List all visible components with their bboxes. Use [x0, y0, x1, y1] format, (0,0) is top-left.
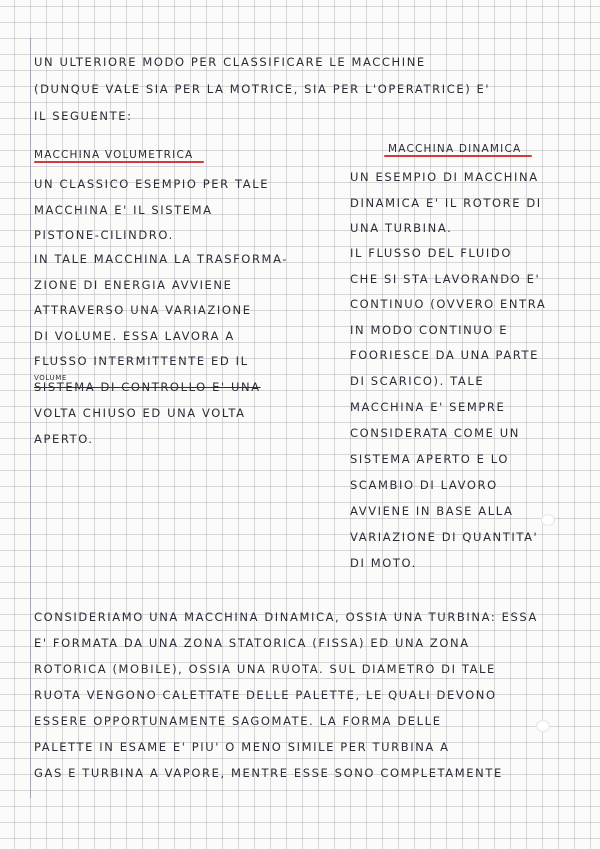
right-line-5: CHE SI STA LAVORANDO E' — [350, 272, 541, 286]
right-line-12: SISTEMA APERTO E LO — [350, 452, 510, 466]
right-line-2: DINAMICA E' IL ROTORE DI — [350, 196, 542, 210]
bottom-line-6: PALETTE IN ESAME E' PIU' O MENO SIMILE PER TURBINA A — [34, 740, 450, 754]
bottom-line-4: RUOTA VENGONO CALETTATE DELLE PALETTE, LE QUALI DEVONO — [34, 688, 497, 702]
left-line-3: PISTONE-CILINDRO. — [34, 228, 174, 242]
intro-line-3: IL SEGUENTE: — [34, 109, 133, 123]
bottom-line-5: ESSERE OPPORTUNAMENTE SAGOMATE. LA FORMA DELLE — [34, 714, 442, 728]
left-line-4: IN TALE MACCHINA LA TRASFORMA- — [34, 252, 289, 266]
left-line-6: ATTRAVERSO UNA VARIAZIONE — [34, 303, 252, 317]
heading-dynamic: MACCHINA DINAMICA — [388, 143, 522, 155]
bottom-line-2: E' FORMATA DA UNA ZONA STATORICA (FISSA) ED UNA ZONA — [34, 636, 470, 650]
right-line-13: SCAMBIO DI LAVORO — [350, 478, 498, 492]
right-line-16: DI MOTO. — [350, 556, 417, 570]
right-line-15: VARIAZIONE DI QUANTITA' — [350, 530, 539, 544]
punch-hole — [541, 514, 555, 526]
heading-volumetric: MACCHINA VOLUMETRICA — [34, 149, 194, 161]
right-line-10: MACCHINA E' SEMPRE — [350, 400, 506, 414]
right-line-14: AVVIENE IN BASE ALLA — [350, 504, 514, 518]
left-line-1: UN CLASSICO ESEMPIO PER TALE — [34, 177, 270, 191]
right-line-6: CONTINUO (OVVERO ENTRA — [350, 297, 547, 311]
punch-hole — [536, 720, 550, 732]
intro-line-1: UN ULTERIORE MODO PER CLASSIFICARE LE MACCHINE — [34, 55, 426, 69]
heading-volumetric-underline — [34, 161, 204, 163]
intro-line-2: (DUNQUE VALE SIA PER LA MOTRICE, SIA PER L'OPERATRICE) E' — [34, 82, 491, 96]
left-line-7: DI VOLUME. ESSA LAVORA A — [34, 329, 235, 343]
left-line-2: MACCHINA E' IL SISTEMA — [34, 203, 213, 217]
left-line-11: APERTO. — [34, 432, 94, 446]
right-line-11: CONSIDERATA COME UN — [350, 426, 520, 440]
left-correction-volume: VOLUME — [34, 374, 67, 382]
bottom-line-1: CONSIDERIAMO UNA MACCHINA DINAMICA, OSSIA UNA TURBINA: ESSA — [34, 610, 538, 624]
bottom-line-3: ROTORICA (MOBILE), OSSIA UNA RUOTA. SUL DIAMETRO DI TALE — [34, 662, 496, 676]
right-line-9: DI SCARICO). TALE — [350, 374, 485, 388]
right-line-8: FOORIESCE DA UNA PARTE — [350, 348, 540, 362]
right-line-7: IN MODO CONTINUO E — [350, 323, 509, 337]
page-margin-line — [30, 38, 31, 798]
left-line-9: SISTEMA DI CONTROLLO E' UNA — [34, 380, 261, 394]
right-line-3: UNA TURBINA. — [350, 221, 453, 235]
left-line-8: FLUSSO INTERMITTENTE ED IL — [34, 354, 249, 368]
heading-dynamic-underline — [384, 155, 532, 157]
left-line-10: VOLTA CHIUSO ED UNA VOLTA — [34, 406, 246, 420]
right-line-1: UN ESEMPIO DI MACCHINA — [350, 170, 539, 184]
left-line-5: ZIONE DI ENERGIA AVVIENE — [34, 278, 233, 292]
right-line-4: IL FLUSSO DEL FLUIDO — [350, 246, 512, 260]
bottom-line-7: GAS E TURBINA A VAPORE, MENTRE ESSE SONO COMPLETAMENTE — [34, 766, 503, 780]
